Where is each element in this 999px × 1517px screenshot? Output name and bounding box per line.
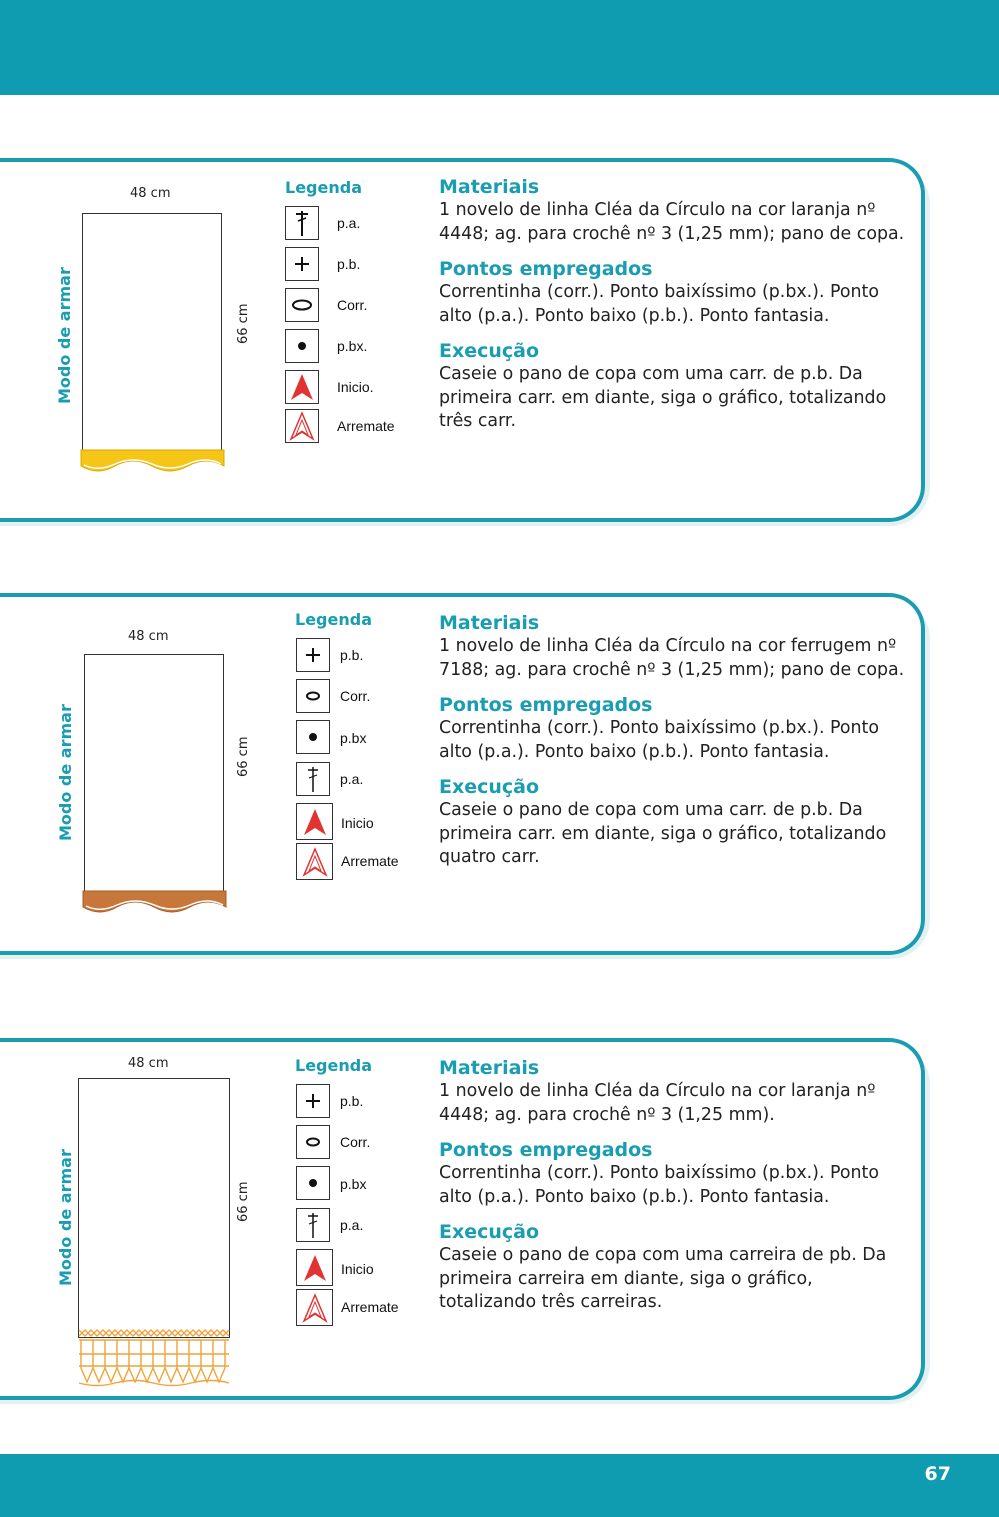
corr-symbol-icon [285, 288, 319, 322]
legend-label: p.a. [340, 1217, 364, 1233]
materiais-heading: Materiais [439, 176, 540, 198]
corr-symbol-icon [296, 679, 330, 713]
legend-label: p.bx. [337, 338, 368, 354]
legend-label: p.b. [337, 256, 361, 272]
pontos-text: Correntinha (corr.). Ponto baixíssimo (p.bx.). Ponto alto (p.a.). Ponto baixo (p.b.). Ponto fantasia. [439, 282, 880, 326]
execucao-text: Caseie o pano de copa com uma carreira de pb. Da primeira carreira em diante, siga o gráfico, totalizando três carreiras. [439, 1245, 887, 1312]
pontos-text: Correntinha (corr.). Ponto baixíssimo (p.bx.). Ponto alto (p.a.). Ponto baixo (p.b.). Ponto fantasia. [439, 718, 880, 762]
legend-label: p.b. [340, 647, 364, 663]
execucao-heading: Execução [439, 776, 540, 798]
legend-label: Corr. [340, 688, 371, 704]
crochet-edge [77, 1328, 233, 1390]
legend-label: Arremate [341, 853, 399, 869]
height-label: 66 cm [236, 736, 251, 777]
instructions [439, 176, 909, 446]
execucao-heading: Execução [439, 1221, 540, 1243]
width-label: 48 cm [128, 629, 169, 644]
pbx-symbol-icon [285, 329, 319, 363]
legend-title: Legenda [295, 1056, 372, 1075]
legend-title: Legenda [295, 610, 372, 629]
dishtowel-outline [84, 654, 224, 892]
width-label: 48 cm [130, 186, 171, 201]
legend-label: p.bx [340, 1176, 367, 1192]
modo-de-armar-label: Modo de armar [56, 704, 75, 841]
pattern-section-1 [0, 158, 999, 522]
arremate-symbol-icon [296, 843, 333, 880]
crochet-edge [78, 448, 228, 476]
top-banner [0, 0, 999, 95]
pattern-section-2 [0, 593, 999, 955]
materiais-text: 1 novelo de linha Cléa da Círculo na cor laranja nº 4448; ag. para crochê nº 3 (1,25 mm). [439, 1081, 876, 1125]
height-label: 66 cm [236, 303, 251, 344]
modo-de-armar-label: Modo de armar [56, 1149, 75, 1286]
crochet-edge [80, 889, 230, 917]
legend-label: Inicio [341, 1261, 374, 1277]
legend-label: Corr. [337, 297, 368, 313]
instructions [439, 1057, 909, 1327]
execucao-text: Caseie o pano de copa com uma carr. de p.b. Da primeira carr. em diante, siga o gráfico, totalizando quatro carr. [439, 800, 887, 867]
execucao-heading: Execução [439, 340, 540, 362]
legend-label: p.b. [340, 1093, 364, 1109]
pbx-symbol-icon [296, 720, 330, 754]
pa-symbol-icon [285, 206, 319, 240]
execucao-text: Caseie o pano de copa com uma carr. de p.b. Da primeira carr. em diante, siga o gráfico, totalizando três carr. [439, 364, 887, 431]
legend-label: p.a. [340, 771, 364, 787]
page-number: 67 [924, 1463, 951, 1485]
pbx-symbol-icon [296, 1166, 330, 1200]
legend-label: Corr. [340, 1134, 371, 1150]
arremate-symbol-icon [296, 1289, 333, 1326]
width-label: 48 cm [128, 1056, 169, 1071]
pontos-heading: Pontos empregados [439, 694, 653, 716]
legend-label: p.bx [340, 730, 367, 746]
instructions [439, 612, 909, 882]
legend-label: Inicio. [337, 379, 374, 395]
pa-symbol-icon [296, 1208, 330, 1242]
materiais-text: 1 novelo de linha Cléa da Círculo na cor ferrugem nº 7188; ag. para crochê nº 3 (1,25 mm); pano de copa. [439, 636, 905, 680]
inicio-symbol-icon [296, 1249, 333, 1286]
pontos-heading: Pontos empregados [439, 1139, 653, 1161]
materiais-heading: Materiais [439, 612, 540, 634]
corr-symbol-icon [296, 1125, 330, 1159]
pb-symbol-icon [296, 638, 330, 672]
inicio-symbol-icon [296, 803, 333, 840]
arremate-symbol-icon [285, 409, 319, 443]
legend-label: Inicio [341, 815, 374, 831]
pb-symbol-icon [285, 247, 319, 281]
bottom-banner [0, 1454, 999, 1517]
pontos-heading: Pontos empregados [439, 258, 653, 280]
dishtowel-outline [78, 1078, 230, 1338]
height-label: 66 cm [236, 1181, 251, 1222]
legend-title: Legenda [285, 178, 362, 197]
pa-symbol-icon [296, 762, 330, 796]
pattern-section-3 [0, 1038, 999, 1400]
pb-symbol-icon [296, 1084, 330, 1118]
inicio-symbol-icon [285, 370, 319, 404]
legend-label: Arremate [337, 418, 395, 434]
materiais-heading: Materiais [439, 1057, 540, 1079]
materiais-text: 1 novelo de linha Cléa da Círculo na cor laranja nº 4448; ag. para crochê nº 3 (1,25 mm); pano de copa. [439, 200, 905, 244]
modo-de-armar-label: Modo de armar [55, 267, 74, 404]
legend-label: p.a. [337, 215, 361, 231]
dishtowel-outline [82, 213, 222, 455]
pontos-text: Correntinha (corr.). Ponto baixíssimo (p.bx.). Ponto alto (p.a.). Ponto baixo (p.b.). Ponto fantasia. [439, 1163, 880, 1207]
legend-label: Arremate [341, 1299, 399, 1315]
